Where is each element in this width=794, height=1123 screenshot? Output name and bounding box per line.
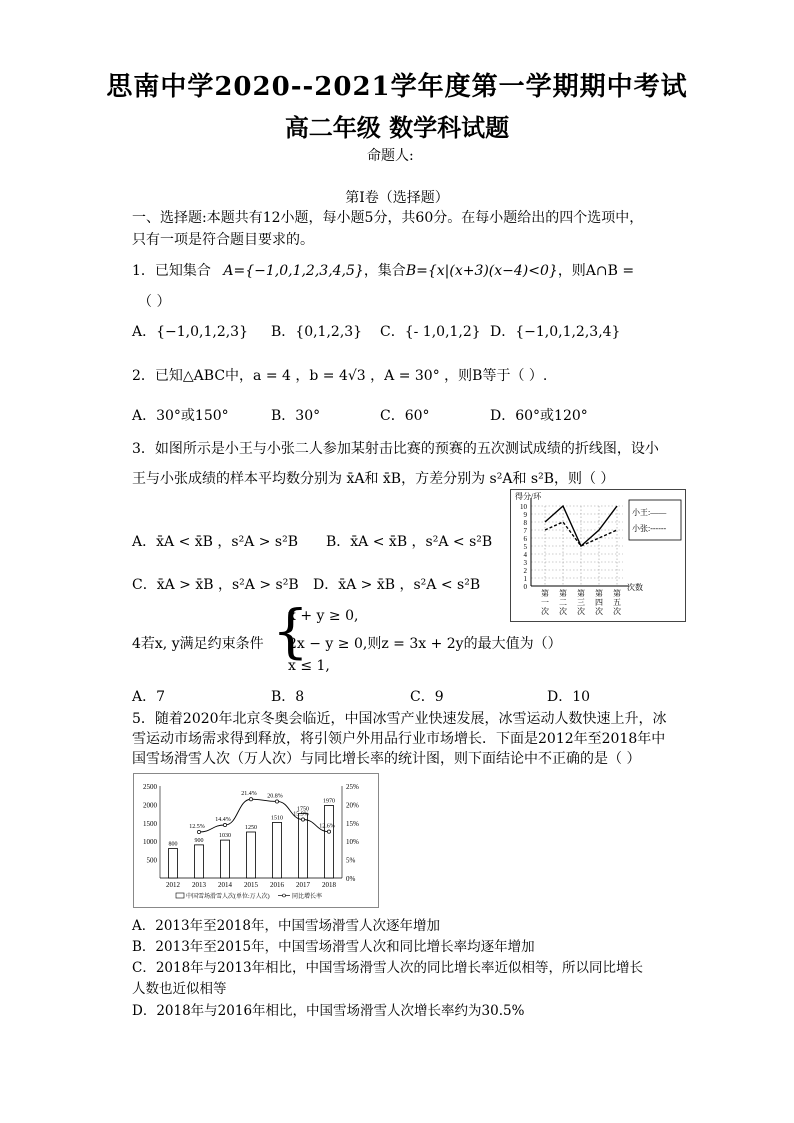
x-tick-label: 三 xyxy=(577,598,585,607)
ski-visits-chart-svg xyxy=(134,774,378,907)
q4-brace: { xyxy=(272,597,309,665)
q4-option-d: D．10 xyxy=(547,689,591,705)
y-tick-label: 5 xyxy=(523,543,527,551)
q1-suffix: ，则A∩B = xyxy=(557,263,635,279)
x-tick-label: 2013 xyxy=(192,881,206,889)
growth-rate-point xyxy=(327,830,330,833)
exam-title: 思南中学2020--2021学年度第一学期期中考试 xyxy=(106,72,688,102)
x-tick-label: 次 xyxy=(595,607,603,616)
x-tick-label: 2016 xyxy=(270,881,284,889)
y-tick-label: 1000 xyxy=(143,838,157,847)
y-tick-label: 3 xyxy=(523,559,527,567)
q1-set-a: A={−1,0,1,2,3,4,5} xyxy=(223,263,364,279)
bar-value-label: 1750 xyxy=(297,806,309,813)
growth-rate-point xyxy=(301,818,304,821)
y-tick-label: 500 xyxy=(146,856,157,865)
bar-value-label: 1510 xyxy=(271,815,283,822)
bar xyxy=(247,832,256,878)
bar xyxy=(169,849,178,878)
x-tick-label: 四 xyxy=(595,598,603,607)
bar-value-label: 1030 xyxy=(219,833,231,840)
q3-line1: 3．如图所示是小王与小张二人参加某射击比赛的预赛的五次测试成绩的折线图，设小 xyxy=(132,441,659,457)
legend-zhang: 小张:------ xyxy=(632,524,667,533)
q3-line2: 王与小张成绩的样本平均数分别为 x̄A和 x̄B，方差分别为 s²A和 s²B，则（ ） xyxy=(132,471,615,487)
y-tick-label: 0 xyxy=(523,583,527,591)
bar xyxy=(325,806,334,878)
instructions-line1: 一、选择题:本题共有12小题，每小题5分，共60分。在每小题给出的四个选项中， xyxy=(132,210,644,226)
q2-option-b: B．30° xyxy=(271,408,321,424)
bar-value-label: 800 xyxy=(168,841,178,848)
legend-wang: 小王:—— xyxy=(632,508,667,517)
y-tick-label: 1500 xyxy=(143,819,157,828)
growth-rate-point xyxy=(249,798,252,801)
q2-option-c: C．60° xyxy=(380,408,430,424)
series-line-wang xyxy=(545,506,617,546)
q2-option-d: D．60°或120° xyxy=(490,408,588,424)
bar xyxy=(299,814,308,878)
x-tick-label: 第 xyxy=(595,589,603,598)
q1-paren: （ ） xyxy=(138,294,171,310)
q2-stem: 2．已知△ABC中，a = 4 ，b = 4√3 ，A = 30° ，则B等于（ ）. xyxy=(132,368,548,384)
x-axis-label: 次数 xyxy=(627,583,643,592)
bar xyxy=(221,840,230,878)
x-tick-label: 2014 xyxy=(218,881,232,889)
q5-option-c-cont: 人数也近似相等 xyxy=(132,981,227,997)
x-tick-label: 2012 xyxy=(166,881,180,889)
bar xyxy=(195,845,204,878)
growth-rate-label: 20.8% xyxy=(267,793,283,800)
x-tick-label: 第 xyxy=(541,589,549,598)
q1-mid: ，集合 xyxy=(363,263,406,279)
legend-bar-swatch xyxy=(176,893,184,898)
bar-value-label: 900 xyxy=(194,837,204,844)
x-tick-label: 次 xyxy=(613,607,621,616)
q1-option-d: D．{−1,0,1,2,3,4} xyxy=(490,324,621,340)
x-tick-label: 二 xyxy=(559,598,567,607)
q4-option-a: A．7 xyxy=(132,689,166,705)
y-tick-label: 2500 xyxy=(143,783,157,791)
growth-rate-label: 12.6% xyxy=(319,823,335,830)
y2-tick-label: 20% xyxy=(346,801,359,810)
score-line-chart xyxy=(510,489,686,622)
q1-set-b: B={x|(x+3)(x−4)<0} xyxy=(405,263,558,279)
growth-rate-point xyxy=(197,830,200,833)
q1-stem xyxy=(132,260,634,280)
y-tick-label: 1 xyxy=(523,575,527,583)
x-tick-label: 次 xyxy=(577,607,585,616)
y2-tick-label: 5% xyxy=(346,856,356,865)
x-tick-label: 2017 xyxy=(296,881,310,889)
y-tick-label: 10 xyxy=(520,503,527,511)
growth-rate-label: 14.4% xyxy=(215,817,231,824)
x-tick-label: 五 xyxy=(613,598,621,607)
y-tick-label: 2000 xyxy=(143,801,157,810)
q5-option-d: D．2018年与2016年相比，中国雪场滑雪人次增长率约为30.5% xyxy=(132,1003,525,1019)
growth-rate-point xyxy=(223,823,226,826)
growth-rate-label: 12.5% xyxy=(189,824,205,830)
x-tick-label: 一 xyxy=(541,598,549,607)
x-tick-label: 次 xyxy=(541,607,549,616)
q3-option-b: B．x̄A < x̄B ，s²A < s²B xyxy=(326,534,493,550)
q2-option-a: A．30°或150° xyxy=(132,408,229,424)
ski-visits-chart xyxy=(133,773,379,908)
q5-line3: 国雪场滑雪人次（万人次）与同比增长率的统计图，则下面结论中不正确的是（ ） xyxy=(132,751,641,767)
y-tick-label: 8 xyxy=(523,519,527,527)
q1-prefix: 1．已知集合 xyxy=(132,263,211,279)
y2-tick-label: 15% xyxy=(346,819,359,828)
y-tick-label: 6 xyxy=(523,535,527,543)
section-heading: 第Ⅰ卷（选择题） xyxy=(345,190,449,206)
q4-option-c: C．9 xyxy=(410,689,444,705)
q1-option-a: A．{−1,0,1,2,3} xyxy=(132,324,248,340)
instructions-line2: 只有一项是符合题目要求的。 xyxy=(132,232,314,248)
x-tick-label: 次 xyxy=(559,607,567,616)
q3-option-d: D．x̄A > x̄B ，s²A < s²B xyxy=(313,577,481,593)
q4-prefix: 4若x, y满足约束条件 xyxy=(132,636,264,652)
y2-tick-label: 10% xyxy=(346,838,359,847)
x-tick-label: 第 xyxy=(559,589,567,598)
y2-tick-label: 25% xyxy=(346,783,359,791)
legend-line-marker xyxy=(283,894,286,897)
y-axis-label: 得分/环 xyxy=(515,492,542,501)
author-label: 命题人: xyxy=(367,148,414,164)
y-tick-label: 9 xyxy=(523,511,527,519)
y-tick-label: 4 xyxy=(523,551,527,559)
growth-rate-point xyxy=(275,800,278,803)
growth-rate-label: 15.9% xyxy=(293,811,309,818)
growth-rate-label: 21.4% xyxy=(241,791,257,798)
q4-cond3: x ≤ 1, xyxy=(288,658,330,674)
exam-subtitle: 高二年级 数学科试题 xyxy=(284,113,510,142)
q5-option-c: C．2018年与2013年相比，中国雪场滑雪人次的同比增长率近似相等，所以同比增长 xyxy=(132,960,644,976)
q3-option-c: C．x̄A > x̄B ，s²A > s²B xyxy=(132,577,299,593)
x-tick-label: 第 xyxy=(613,589,621,598)
q5-option-b: B．2013年至2015年，中国雪场滑雪人次和同比增长率均逐年增加 xyxy=(132,939,535,955)
y-tick-label: 7 xyxy=(523,527,527,535)
q4-option-b: B．8 xyxy=(271,689,305,705)
bar-value-label: 1250 xyxy=(245,825,257,831)
legend-bar-label: 中国雪场滑雪人次(单位:万人次) xyxy=(186,894,270,900)
x-tick-label: 第 xyxy=(577,589,585,598)
legend-line-label: 同比增长率 xyxy=(292,894,323,900)
q4-cond1: x + y ≥ 0, xyxy=(288,608,359,624)
y2-tick-label: 0% xyxy=(346,875,356,883)
bar xyxy=(273,822,282,878)
q1-option-c: C．{- 1,0,1,2} xyxy=(380,324,481,340)
bar-value-label: 1970 xyxy=(323,798,335,805)
q5-line1: 5．随着2020年北京冬奥会临近，中国冰雪产业快速发展，冰雪运动人数快速上升，冰 xyxy=(132,711,667,727)
q5-line2: 雪运动市场需求得到释放，将引领户外用品行业市场增长．下面是2012年至2018年中 xyxy=(132,731,666,747)
growth-rate-line xyxy=(199,799,329,832)
x-tick-label: 2018 xyxy=(322,881,336,889)
q1-option-b: B．{0,1,2,3} xyxy=(271,324,363,340)
score-line-chart-svg xyxy=(511,490,685,621)
q3-option-a: A．x̄A < x̄B ，s²A > s²B xyxy=(132,534,299,550)
legend-box xyxy=(629,500,681,540)
x-tick-label: 2015 xyxy=(244,881,258,889)
y-tick-label: 2 xyxy=(523,567,527,575)
q4-cond2: 2x − y ≥ 0,则z = 3x + 2y的最大值为（） xyxy=(288,636,562,652)
q5-option-a: A．2013年至2018年，中国雪场滑雪人次逐年增加 xyxy=(132,918,440,934)
